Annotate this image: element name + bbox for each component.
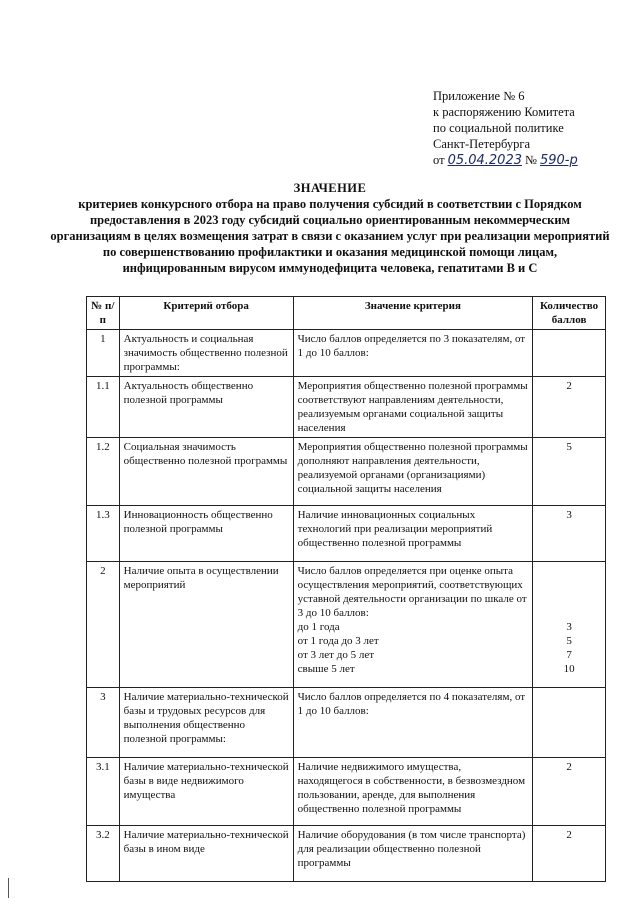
row-points: 5	[533, 438, 606, 506]
row-num: 2	[87, 562, 120, 688]
table-row	[87, 562, 606, 688]
appendix-number: Приложение № 6	[433, 89, 525, 103]
row-value: Мероприятия общественно полезной программы дополняют направления деятельности, реализуемой органами (организациями) социальной защиты населения	[293, 438, 533, 506]
table-row	[87, 826, 606, 882]
row-criterion: Актуальность общественно полезной программы	[119, 377, 293, 438]
row-criterion: Наличие материально-технической базы и трудовых ресурсов для выполнения общественно полезной программы:	[119, 688, 293, 758]
table-row	[87, 438, 606, 506]
table-row	[87, 506, 606, 562]
row-value: Число баллов определяется по 3 показателям, от 1 до 10 баллов:	[293, 330, 533, 377]
row-criterion: Наличие опыта в осуществлении мероприятий	[119, 562, 293, 688]
row-num: 3.2	[87, 826, 120, 882]
row-value: Мероприятия общественно полезной программы соответствуют направлениям деятельности, реализуемым органами социальной защиты населения	[293, 377, 533, 438]
row-value: Наличие недвижимого имущества, находящегося в собственности, в безвозмездном пользовании, аренде, для выполнения общественно полезной программы	[293, 758, 533, 826]
appendix-line-3: по социальной политике	[433, 121, 564, 135]
row-value: Наличие оборудования (в том числе транспорта) для реализации общественно полезной программы	[293, 826, 533, 882]
row-points: 2	[533, 377, 606, 438]
appendix-line-4: Санкт-Петербурга	[433, 137, 531, 151]
table-row	[87, 688, 606, 758]
header-criterion: Критерий отбора	[119, 297, 293, 330]
date-line	[433, 152, 633, 169]
row-criterion: Наличие материально-технической базы в виде недвижимого имущества	[119, 758, 293, 826]
table-header-row	[87, 297, 606, 330]
appendix-line-2: к распоряжению Комитета	[433, 105, 575, 119]
row-criterion: Актуальность и социальная значимость общественно полезной программы:	[119, 330, 293, 377]
table-row	[87, 758, 606, 826]
scale-label: свыше 5 лет	[297, 663, 355, 675]
scale-points: 7	[566, 649, 572, 661]
row-criterion: Социальная значимость общественно полезной программы	[119, 438, 293, 506]
scale-label: от 1 года до 3 лет	[297, 635, 379, 647]
scale-points: 5	[566, 635, 572, 647]
row-points-cell	[533, 562, 606, 688]
document-title: ЗНАЧЕНИЕ	[293, 181, 367, 195]
row-num: 1	[87, 330, 120, 377]
row-points: 3	[533, 506, 606, 562]
row-points: 2	[533, 758, 606, 826]
header-num: № п/п	[87, 297, 120, 330]
row-value: Число баллов определяется при оценке опыта осуществления мероприятий, соответствующих уставной деятельности организации по шкале от 3 до 10 баллов:	[297, 565, 527, 619]
row-value: Наличие инновационных социальных технологий при реализации мероприятий общественно полезной программы	[293, 506, 533, 562]
row-num: 1.2	[87, 438, 120, 506]
number-prefix: №	[525, 153, 537, 167]
row-num: 1.1	[87, 377, 120, 438]
row-points: 2	[533, 826, 606, 882]
scale-points: 3	[566, 621, 572, 633]
table-row	[87, 377, 606, 438]
scale-points: 10	[563, 663, 575, 675]
scale-label: до 1 года	[297, 621, 340, 633]
table-row	[87, 330, 606, 377]
experience-scale-labels	[298, 620, 529, 676]
handwritten-number: 590-р	[539, 153, 578, 168]
experience-scale-points	[537, 620, 601, 676]
row-value: Число баллов определяется по 4 показателям, от 1 до 10 баллов:	[293, 688, 533, 758]
row-value-cell	[293, 562, 533, 688]
scan-margin-mark	[8, 878, 9, 898]
criteria-table	[86, 296, 606, 882]
appendix-header	[433, 88, 633, 169]
scale-label: от 3 лет до 5 лет	[297, 649, 375, 661]
document-subtitle: критериев конкурсного отбора на право получения субсидий в соответствии с Порядком предоставления в 2023 году субсидий социально ориентированным некоммерческим организациям в целях возмещения затрат в связи с оказанием услуг при реализации мероприятий по совершенствованию профилактики и оказания медицинской помощи лицам, инфицированным вирусом иммунодефицита человека, гепатитами В и С	[50, 197, 610, 275]
row-points	[533, 330, 606, 377]
row-num: 3	[87, 688, 120, 758]
row-criterion: Инновационность общественно полезной программы	[119, 506, 293, 562]
handwritten-date: 05.04.2023	[447, 153, 522, 168]
header-value: Значение критерия	[293, 297, 533, 330]
date-prefix: от	[433, 153, 445, 167]
row-criterion: Наличие материально-технической базы в ином виде	[119, 826, 293, 882]
header-points: Количество баллов	[533, 297, 606, 330]
row-num: 3.1	[87, 758, 120, 826]
row-points	[533, 688, 606, 758]
row-num: 1.3	[87, 506, 120, 562]
